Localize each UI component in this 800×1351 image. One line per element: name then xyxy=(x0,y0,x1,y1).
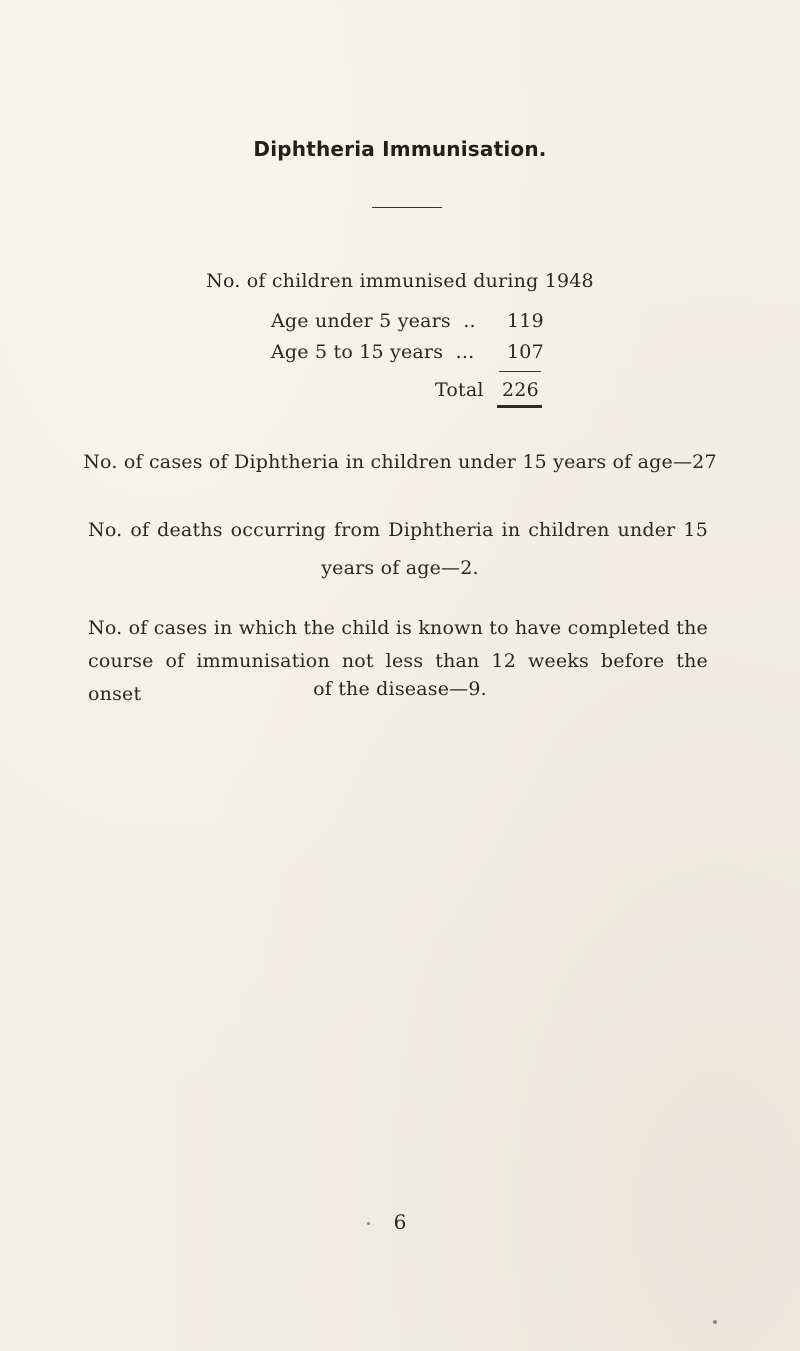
immunised-row-under-5 xyxy=(271,310,551,334)
total-double-rule xyxy=(497,405,542,408)
paper-speck xyxy=(367,1222,370,1225)
title-divider xyxy=(372,207,442,208)
deaths-line-2: years of age—2. xyxy=(321,557,479,579)
paper-speck xyxy=(713,1320,717,1324)
row-value: 119 xyxy=(507,310,544,332)
page-number: 6 xyxy=(393,1210,407,1234)
total-label: Total xyxy=(435,379,484,401)
completed-line-1: No. of cases in which the child is known to have completed the xyxy=(88,617,708,639)
cases-line: No. of cases of Diphtheria in children under 15 years of age—27 xyxy=(83,451,717,473)
immunised-row-5-to-15 xyxy=(271,341,551,365)
total-value: 226 xyxy=(502,379,539,401)
completed-line-3: of the disease—9. xyxy=(313,678,487,700)
row-label: Age 5 to 15 years ... xyxy=(271,341,475,363)
row-value: 107 xyxy=(507,341,544,363)
immunised-total-row xyxy=(435,379,555,403)
row-label: Age under 5 years .. xyxy=(271,310,476,332)
immunised-intro: No. of children immunised during 1948 xyxy=(206,270,594,292)
page-title: Diphtheria Immunisation. xyxy=(253,137,547,161)
completed-line-2: course of immunisation not less than 12 weeks before the onset xyxy=(88,650,708,705)
sum-divider xyxy=(499,371,541,372)
deaths-line-1: No. of deaths occurring from Diphtheria in children under 15 xyxy=(88,519,708,541)
